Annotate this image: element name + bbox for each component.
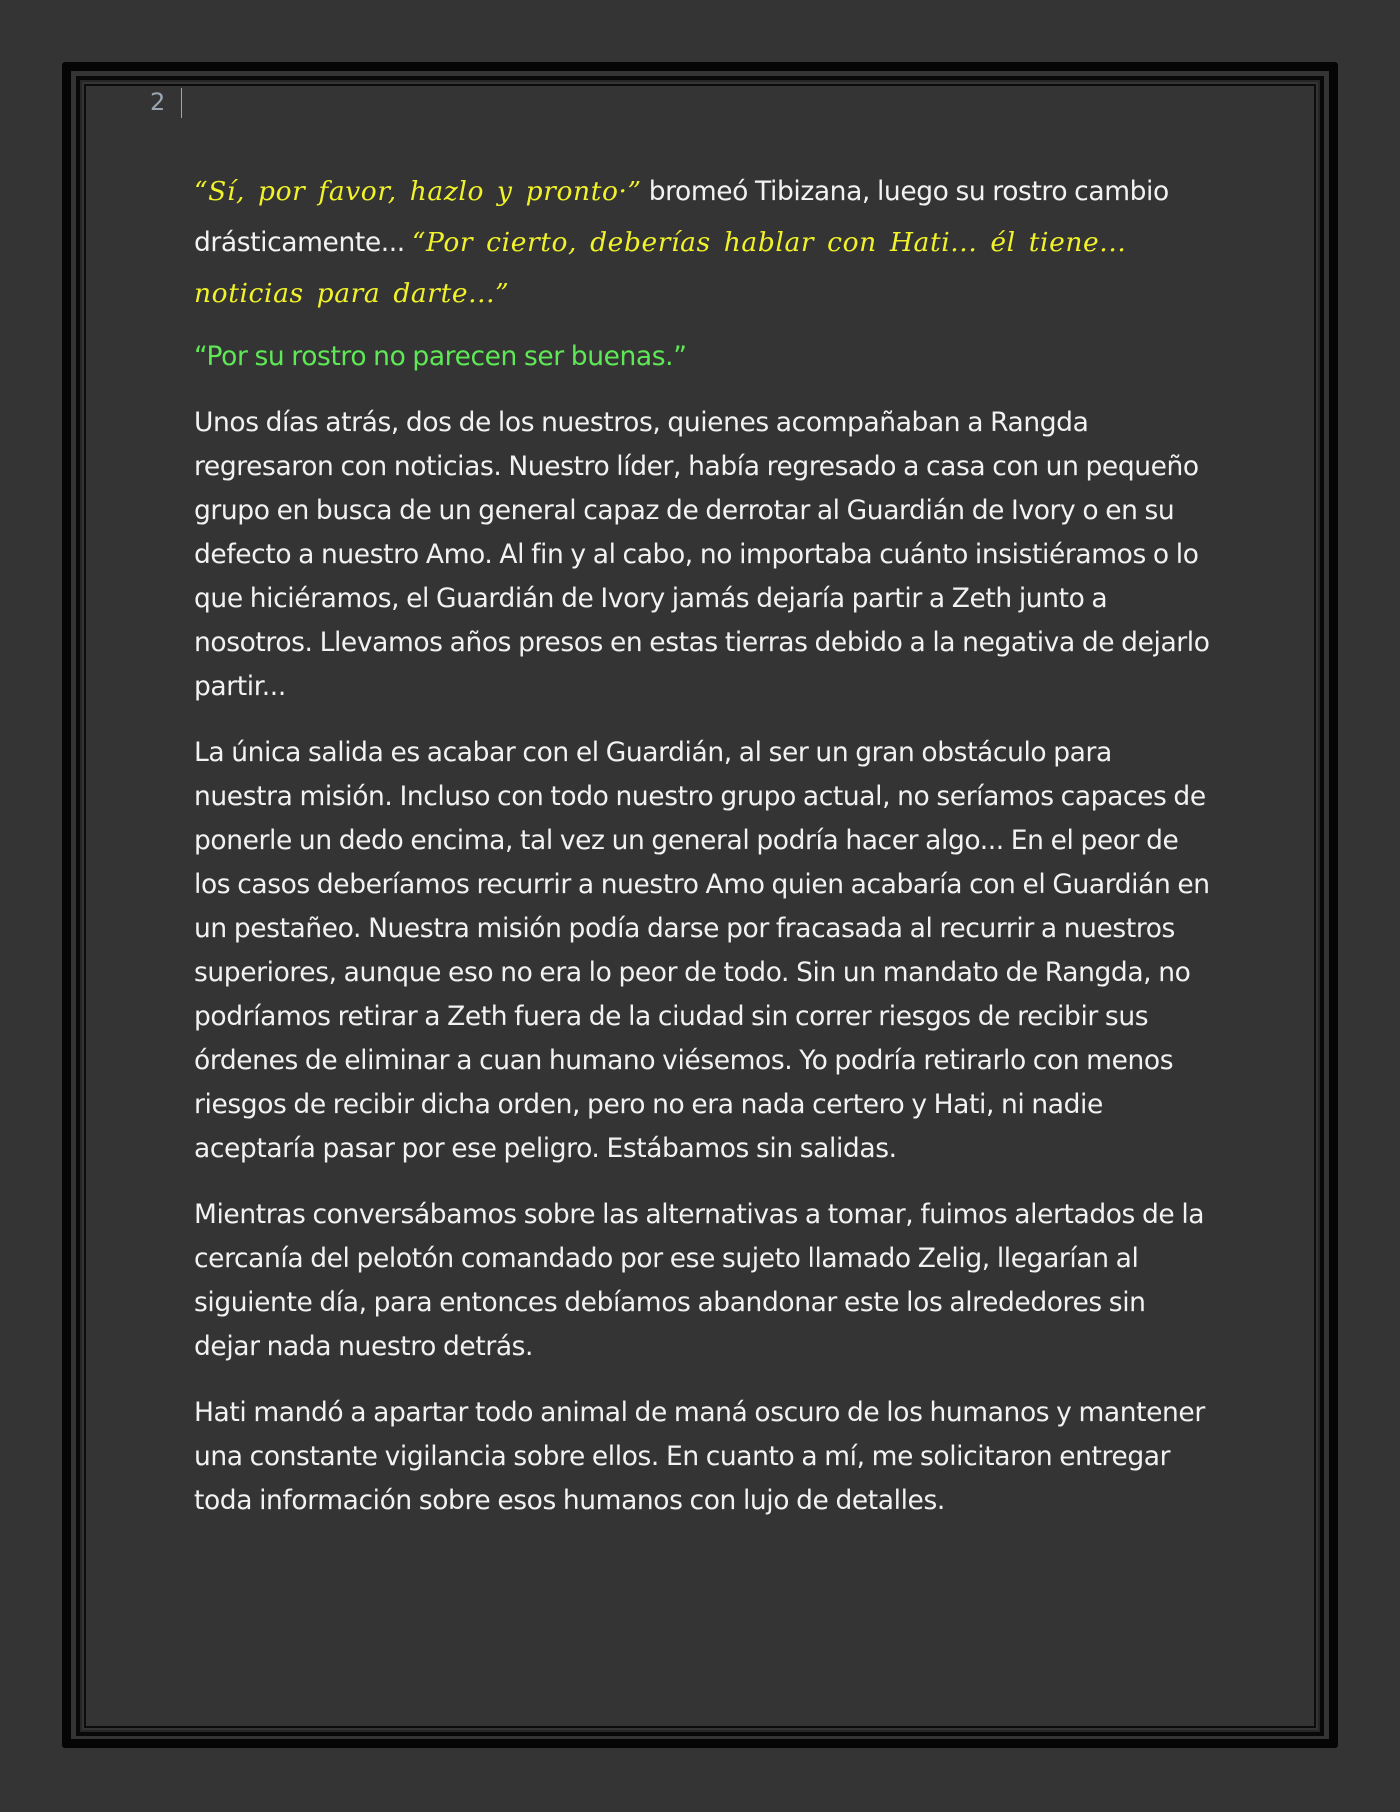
paragraph-5: Mientras conversábamos sobre las alternativas a tomar, fuimos alertados de la cercanía del pelotón comandado por ese sujeto llamado Zelig, llegarían al siguiente día, para entonces debíamos abandonar este los alrededores sin dejar nada nuestro detrás.: [194, 1199, 1205, 1362]
dialog-narrator: “Por su rostro no parecen ser buenas.”: [194, 341, 687, 372]
dialog-tibizana-2: “Por cierto, deberías hablar con Hati... él tiene... noticias para darte...”: [194, 227, 1127, 309]
document-body: [194, 166, 1214, 1545]
paragraph-4: La única salida es acabar con el Guardián, al ser un gran obstáculo para nuestra misión. Incluso con todo nuestro grupo actual, no seríamos capaces de ponerle un dedo encima, tal vez un general podría hacer algo... En el peor de los casos deberíamos recurrir a nuestro Amo quien acabaría con el Guardián en un pestañeo. Nuestra misión podía darse por fracasada al recurrir a nuestros superiores, aunque eso no era lo peor de todo. Sin un mandato de Rangda, no podríamos retirar a Zeth fuera de la ciudad sin correr riesgos de recibir sus órdenes de eliminar a cuan humano viésemos. Yo podría retirarlo con menos riesgos de recibir dicha orden, pero no era nada certero y Hati, ni nadie aceptaría pasar por ese peligro. Estábamos sin salidas.: [194, 737, 1210, 1164]
dialog-tibizana-1: “Sí, por favor, hazlo y pronto·”: [194, 176, 642, 207]
paragraph-2: [194, 335, 1214, 379]
paragraph-3: Unos días atrás, dos de los nuestros, quienes acompañaban a Rangda regresaron con noticias. Nuestro líder, había regresado a casa con un pequeño grupo en busca de un general capaz de derrotar al Guardián de Ivory o en su defecto a nuestro Amo. Al fin y al cabo, no importaba cuánto insistiéramos o lo que hiciéramos, el Guardián de Ivory jamás dejaría partir a Zeth junto a nosotros. Llevamos años presos en estas tierras debido a la negativa de dejarlo partir...: [194, 407, 1210, 702]
narration-1: bromeó Tibizana, luego su rostro cambio drásticamente...: [194, 176, 1169, 258]
text-cursor: [181, 88, 182, 118]
page-number: 2: [150, 88, 166, 116]
paragraph-6: Hati mandó a apartar todo animal de maná oscuro de los humanos y mantener una constante vigilancia sobre ellos. En cuanto a mí, me solicitaron entregar toda información sobre esos humanos con lujo de detalles.: [194, 1397, 1205, 1516]
paragraph-1: [194, 166, 1214, 319]
